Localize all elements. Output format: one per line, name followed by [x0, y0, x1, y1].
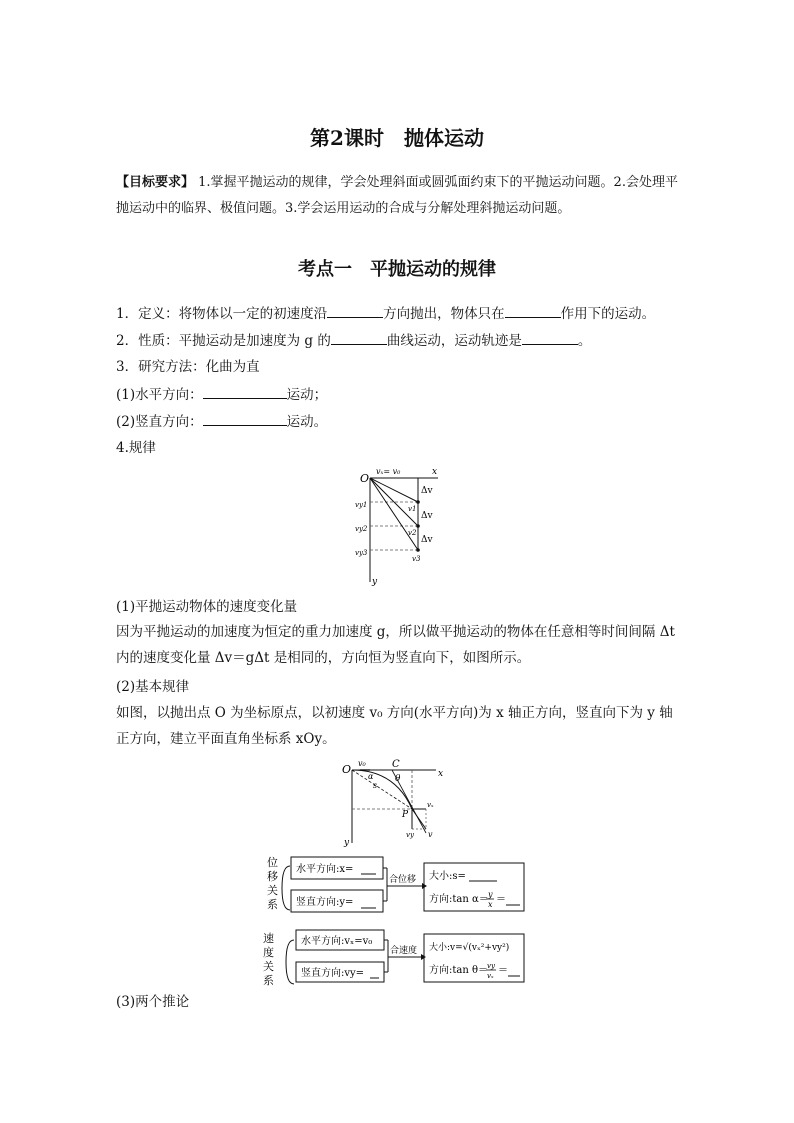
- fig2-y: y: [344, 838, 350, 847]
- horizontal-text-a: (1)水平方向：: [116, 387, 203, 403]
- fig2-x: x: [438, 769, 444, 779]
- fig1-origin: O: [360, 472, 370, 485]
- fig1-y-label: y: [372, 577, 378, 587]
- vertical-line: [116, 411, 327, 432]
- brace: [286, 940, 294, 984]
- vel-mid-label: 合速度: [390, 946, 418, 956]
- vel-dir-num: vy: [487, 962, 495, 970]
- disp-mid-label: 合位移: [389, 875, 417, 885]
- sub1-heading: (1)平抛运动物体的速度变化量: [116, 599, 298, 615]
- vel-dir-den: vₓ: [487, 972, 494, 980]
- sub3-heading: (3)两个推论: [116, 994, 190, 1010]
- vel-side-char: 系: [263, 974, 274, 987]
- brace: [282, 866, 290, 910]
- fig1-vy1: vy1: [355, 501, 368, 509]
- property-line: [116, 330, 591, 351]
- disp-dir-label: 方向:tan α＝: [429, 894, 489, 905]
- fig2-v0: v₀: [358, 759, 366, 768]
- goal-paragraph: [116, 170, 686, 222]
- fig2-C: C: [392, 759, 400, 770]
- fill-blank[interactable]: [203, 384, 287, 399]
- point-1: [416, 500, 420, 504]
- disp-side-char: 关: [267, 884, 278, 897]
- fig2-vx: vₓ: [427, 801, 434, 809]
- sub2-paragraph: 如图，以抛出点 O 为坐标原点，以初速度 v₀ 方向(水平方向)为 x 轴正方向，竖直向下为 y 轴正方向，建立平面直角坐标系 xOy。: [116, 705, 673, 747]
- fig2-vy: vy: [406, 831, 414, 839]
- vertical-text-b: 运动。: [286, 414, 328, 430]
- velocity-relation-diagram: [258, 926, 532, 998]
- vel-dir-eq: ＝: [498, 965, 508, 976]
- sub1-paragraph: 因为平抛运动的加速度为恒定的重力加速度 g，所以做平抛运动的物体在任意相等时间间隔 Δt 内的速度变化量 Δv＝gΔt 是相同的，方向恒为竖直向下，如图所示。: [116, 624, 675, 666]
- fig1-vy3: vy3: [355, 549, 368, 557]
- disp-dir-num: y: [488, 890, 493, 899]
- fig1-v2: v2: [408, 529, 417, 537]
- disp-horizontal-label: 水平方向:x=: [296, 864, 354, 875]
- vel-dir-label: 方向:tan θ＝: [429, 965, 488, 976]
- velocity-arrow-1: [370, 478, 418, 502]
- fig2-origin: O: [342, 763, 352, 776]
- fig2-P: P: [402, 810, 409, 820]
- vel-side-char: 关: [263, 960, 274, 973]
- horizontal-line: [116, 384, 327, 405]
- point-3: [416, 548, 420, 552]
- coordinate-figure: [340, 757, 450, 847]
- disp-side-char: 系: [267, 898, 278, 911]
- fig2-alpha: α: [368, 772, 374, 781]
- property-text-a: 2．性质：平抛运动是加速度为 g 的: [116, 333, 331, 349]
- point-2: [416, 524, 420, 528]
- fig1-vx-label: vₓ= v₀: [376, 467, 401, 476]
- definition-text-a: 1．定义：将物体以一定的初速度沿: [116, 306, 328, 322]
- definition-text-c: 作用下的运动。: [560, 306, 656, 322]
- v-arrow: [412, 809, 426, 829]
- vel-size-label: 大小:v=√(vₓ²+vy²): [429, 943, 510, 953]
- disp-vertical-label: 竖直方向:y=: [296, 897, 354, 908]
- fig1-x-label: x: [432, 467, 438, 477]
- disp-dir-den: x: [488, 900, 493, 909]
- fig1-v3: v3: [412, 555, 421, 563]
- fill-blank[interactable]: [505, 303, 561, 318]
- law-heading: 4.规律: [116, 440, 156, 456]
- fig2-theta: θ: [395, 774, 401, 784]
- fig1-dv-1: Δv: [421, 486, 433, 496]
- displacement-relation-diagram: [262, 852, 532, 924]
- disp-size-label: 大小:s=: [429, 871, 466, 882]
- vel-vertical-label: 竖直方向:vy=: [301, 968, 365, 979]
- goal-tag: 【目标要求】: [116, 175, 195, 190]
- property-text-b: 曲线运动，运动轨迹是: [386, 333, 522, 349]
- fig1-vy2: vy2: [355, 525, 368, 533]
- velocity-change-figure: [350, 462, 450, 588]
- vel-side-char: 速: [263, 932, 274, 945]
- fig1-v1: v1: [408, 505, 417, 513]
- fig1-dv-3: Δv: [421, 535, 433, 545]
- method-line: 3．研究方法：化曲为直: [116, 359, 260, 375]
- fig2-v: v: [428, 830, 433, 839]
- section-heading: 考点一 平抛运动的规律: [298, 259, 496, 280]
- fill-blank[interactable]: [522, 330, 578, 345]
- vertical-text-a: (2)竖直方向：: [116, 414, 203, 430]
- fig2-s: s: [373, 781, 378, 790]
- disp-side-char: 位: [267, 856, 278, 869]
- sub2-heading: (2)基本规律: [116, 679, 190, 695]
- definition-line: [116, 303, 655, 324]
- velocity-arrow-3: [370, 478, 418, 550]
- horizontal-text-b: 运动；: [286, 387, 328, 403]
- fill-blank[interactable]: [331, 330, 387, 345]
- page-title: 第2课时 抛体运动: [310, 126, 484, 150]
- vel-horizontal-label: 水平方向:vₓ=v₀: [301, 936, 373, 947]
- disp-dir-eq: ＝: [496, 894, 506, 905]
- fig1-dv-2: Δv: [421, 511, 433, 521]
- goal-text: 1.掌握平抛运动的规律，学会处理斜面或圆弧面约束下的平抛运动问题。2.会处理平抛运动中的临界、极值问题。3.学会运用运动的合成与分解处理斜抛运动问题。: [116, 175, 678, 216]
- vel-side-char: 度: [263, 946, 274, 959]
- disp-side-char: 移: [267, 870, 278, 883]
- definition-text-b: 方向抛出，物体只在: [383, 306, 505, 322]
- property-text-c: 。: [577, 333, 592, 349]
- fill-blank[interactable]: [327, 303, 383, 318]
- fill-blank[interactable]: [203, 411, 287, 426]
